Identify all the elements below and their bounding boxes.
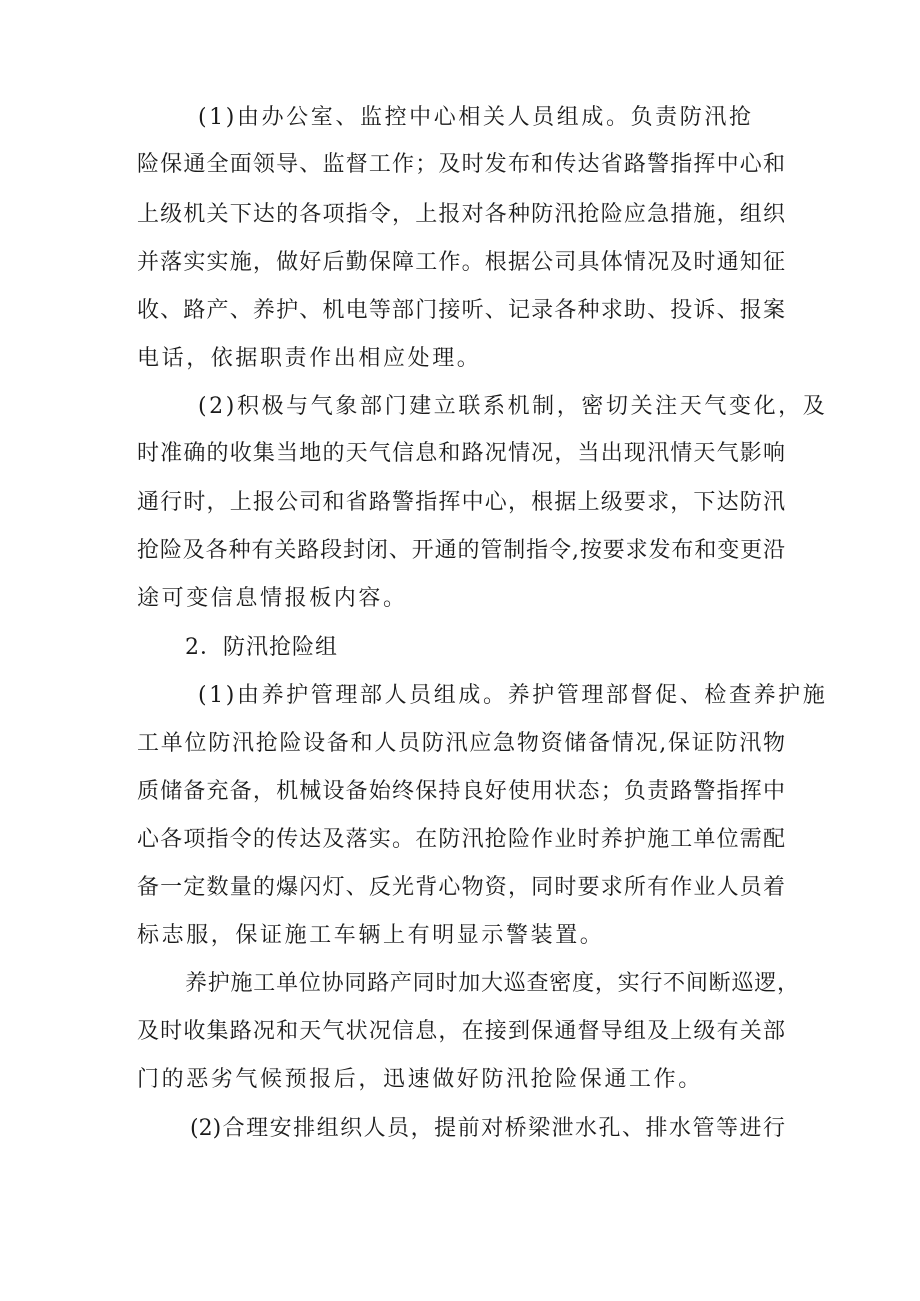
paragraph-line-20: 及时收集路况和天气状况信息，在接到保通督导组及上级有关部 bbox=[137, 1019, 785, 1044]
paragraph-line-2: 险保通全面领导、监督工作；及时发布和传达省路警指挥中心和 bbox=[137, 152, 785, 177]
paragraph-line-5: 收、路产、养护、机电等部门接听、记录各种求助、投诉、报案 bbox=[137, 298, 785, 323]
paragraph-line-8: 时准确的收集当地的天气信息和路况情况，当出现汛情天气影响 bbox=[137, 441, 785, 466]
paragraph-line-13: (1)由养护管理部人员组成。养护管理部督促、检查养护施 bbox=[198, 683, 828, 708]
paragraph-line-15: 质储备充备，机械设备始终保持良好使用状态；负责路警指挥中 bbox=[137, 779, 785, 804]
paragraph-line-14: 工单位防汛抢险设备和人员防汛应急物资储备情况,保证防汛物 bbox=[137, 731, 785, 756]
paragraph-line-7: (2)积极与气象部门建立联系机制，密切关注天气变化，及 bbox=[198, 394, 828, 419]
paragraph-line-17: 备一定数量的爆闪灯、反光背心物资，同时要求所有作业人员着 bbox=[137, 875, 785, 900]
paragraph-line-22: (2)合理安排组织人员，提前对桥梁泄水孔、排水管等进行 bbox=[190, 1116, 785, 1141]
paragraph-line-18: 标志服，保证施工车辆上有明显示警装置。 bbox=[137, 923, 605, 948]
paragraph-line-11: 途可变信息情报板内容。 bbox=[137, 586, 408, 611]
paragraph-line-1: (1)由办公室、监控中心相关人员组成。负责防汛抢 bbox=[198, 105, 754, 130]
paragraph-line-16: 心各项指令的传达及落实。在防汛抢险作业时养护施工单位需配 bbox=[137, 827, 785, 852]
paragraph-line-6: 电话，依据职责作出相应处理。 bbox=[137, 346, 482, 371]
paragraph-line-4: 并落实实施，做好后勤保障工作。根据公司具体情况及时通知征 bbox=[137, 250, 785, 275]
section-heading: 2．防汛抢险组 bbox=[185, 635, 338, 660]
paragraph-line-21: 门的恶劣气候预报后，迅速做好防汛抢险保通工作。 bbox=[137, 1067, 703, 1092]
paragraph-line-10: 抢险及各种有关路段封闭、开通的管制指令,按要求发布和变更沿 bbox=[137, 538, 785, 563]
paragraph-line-9: 通行时，上报公司和省路警指挥中心，根据上级要求，下达防汛 bbox=[137, 490, 785, 515]
paragraph-line-3: 上级机关下达的各项指令，上报对各种防汛抢险应急措施，组织 bbox=[137, 202, 785, 227]
paragraph-line-19: 养护施工单位协同路产同时加大巡查密度，实行不间断巡逻， bbox=[185, 971, 799, 996]
